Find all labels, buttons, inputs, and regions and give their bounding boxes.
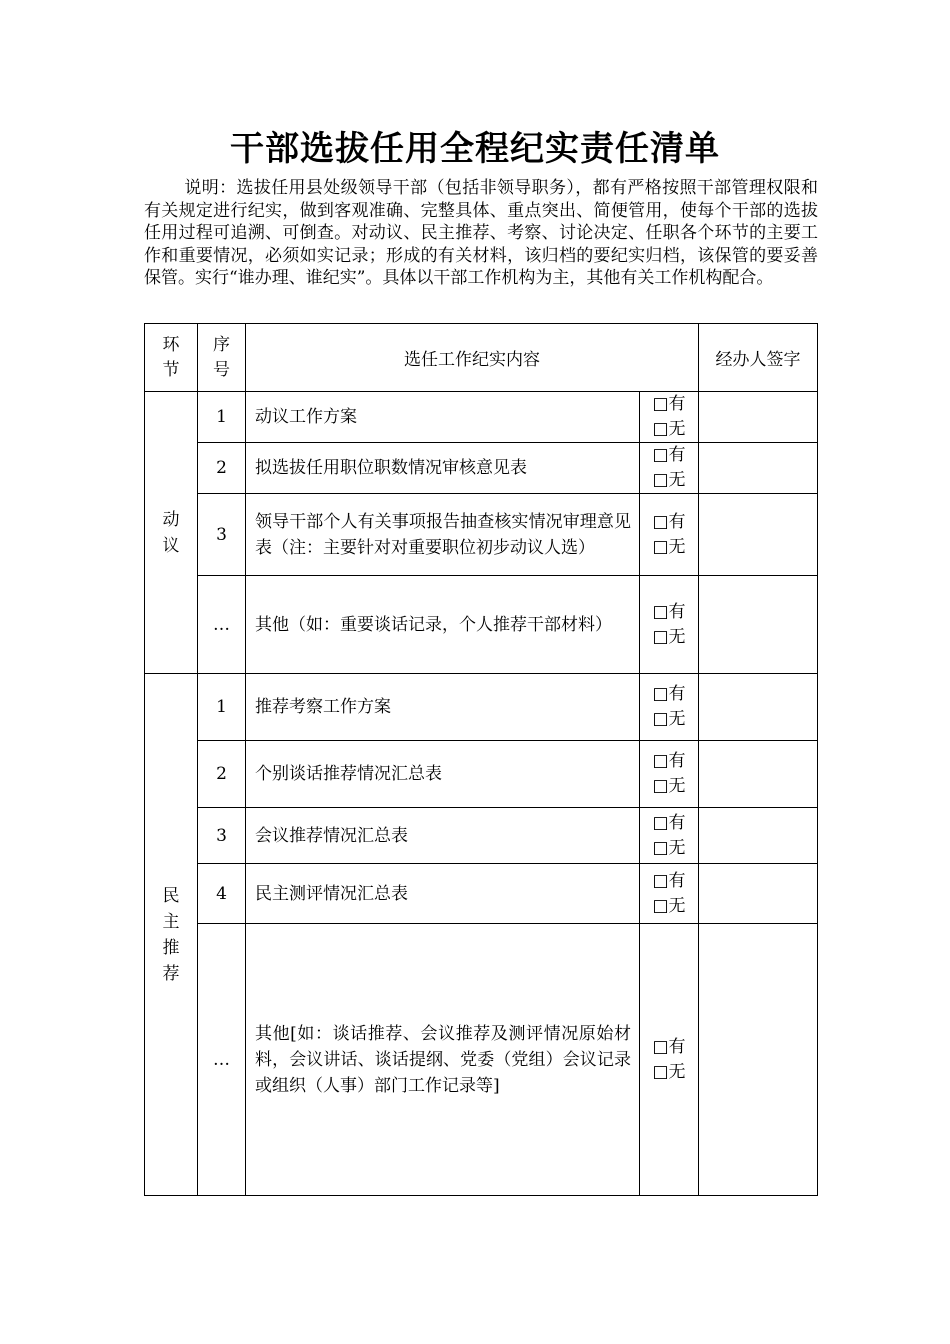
header-stage: 环节 bbox=[145, 324, 198, 392]
signature-cell[interactable] bbox=[699, 392, 818, 443]
row-content: 动议工作方案 bbox=[246, 392, 640, 443]
row-number: 2 bbox=[198, 741, 246, 808]
row-content: 个别谈话推荐情况汇总表 bbox=[246, 741, 640, 808]
stage-cell-dongyi: 动议 bbox=[145, 392, 198, 674]
row-content: 推荐考察工作方案 bbox=[246, 674, 640, 741]
availability-checkbox[interactable]: □有 □无 bbox=[640, 924, 699, 1196]
availability-checkbox[interactable]: □有 □无 bbox=[640, 741, 699, 808]
signature-cell[interactable] bbox=[699, 494, 818, 576]
table-row bbox=[145, 392, 818, 443]
signature-cell[interactable] bbox=[699, 443, 818, 494]
signature-cell[interactable] bbox=[699, 864, 818, 924]
availability-checkbox[interactable]: □有 □无 bbox=[640, 864, 699, 924]
document-title: 干部选拔任用全程纪实责任清单 bbox=[230, 129, 720, 169]
availability-checkbox[interactable]: □有 □无 bbox=[640, 443, 699, 494]
row-content: 领导干部个人有关事项报告抽查核实情况审理意见表（注：主要针对对重要职位初步动议人选） bbox=[246, 494, 640, 576]
table-row bbox=[145, 443, 818, 494]
row-content: 拟选拔任用职位职数情况审核意见表 bbox=[246, 443, 640, 494]
row-number: 1 bbox=[198, 392, 246, 443]
table-row bbox=[145, 494, 818, 576]
table-row bbox=[145, 924, 818, 1196]
row-content: 会议推荐情况汇总表 bbox=[246, 808, 640, 864]
intro-paragraph bbox=[144, 177, 818, 290]
table-row bbox=[145, 741, 818, 808]
header-content: 选任工作纪实内容 bbox=[246, 324, 699, 392]
availability-checkbox[interactable]: □有 □无 bbox=[640, 576, 699, 674]
table-row bbox=[145, 864, 818, 924]
header-sign: 经办人签字 bbox=[699, 324, 818, 392]
responsibility-table bbox=[144, 323, 818, 1196]
availability-checkbox[interactable]: □有 □无 bbox=[640, 674, 699, 741]
availability-checkbox[interactable]: □有 □无 bbox=[640, 808, 699, 864]
row-content: 其他[如：谈话推荐、会议推荐及测评情况原始材料，会议讲话、谈话提纲、党委（党组）会议记录或组织（人事）部门工作记录等] bbox=[246, 924, 640, 1196]
signature-cell[interactable] bbox=[699, 576, 818, 674]
row-number: … bbox=[198, 924, 246, 1196]
table-row bbox=[145, 808, 818, 864]
row-number: … bbox=[198, 576, 246, 674]
row-number: 3 bbox=[198, 494, 246, 576]
signature-cell[interactable] bbox=[699, 674, 818, 741]
row-content: 其他（如：重要谈话记录，个人推荐干部材料） bbox=[246, 576, 640, 674]
row-number: 3 bbox=[198, 808, 246, 864]
availability-checkbox[interactable]: □有 □无 bbox=[640, 494, 699, 576]
table-row bbox=[145, 576, 818, 674]
table-row bbox=[145, 674, 818, 741]
header-no: 序号 bbox=[198, 324, 246, 392]
stage-cell-minzhutuijian: 民主推荐 bbox=[145, 674, 198, 1196]
availability-checkbox[interactable]: □有 □无 bbox=[640, 392, 699, 443]
table-header-row bbox=[145, 324, 818, 392]
row-number: 1 bbox=[198, 674, 246, 741]
signature-cell[interactable] bbox=[699, 808, 818, 864]
intro-text: 说明：选拔任用县处级领导干部（包括非领导职务），都有严格按照干部管理权限和有关规定进行纪实，做到客观准确、完整具体、重点突出、简便管用，使每个干部的选拔任用过程可追溯、可倒查。对动议、民主推荐、考察、讨论决定、任职各个环节的主要工作和重要情况，必须如实记录；形成的有关材料，该归档的要纪实归档，该保管的要妥善保管。实行“谁办理、谁纪实”。具体以干部工作机构为主，其他有关工作机构配合。 bbox=[144, 178, 818, 289]
signature-cell[interactable] bbox=[699, 924, 818, 1196]
row-number: 4 bbox=[198, 864, 246, 924]
signature-cell[interactable] bbox=[699, 741, 818, 808]
row-content: 民主测评情况汇总表 bbox=[246, 864, 640, 924]
row-number: 2 bbox=[198, 443, 246, 494]
